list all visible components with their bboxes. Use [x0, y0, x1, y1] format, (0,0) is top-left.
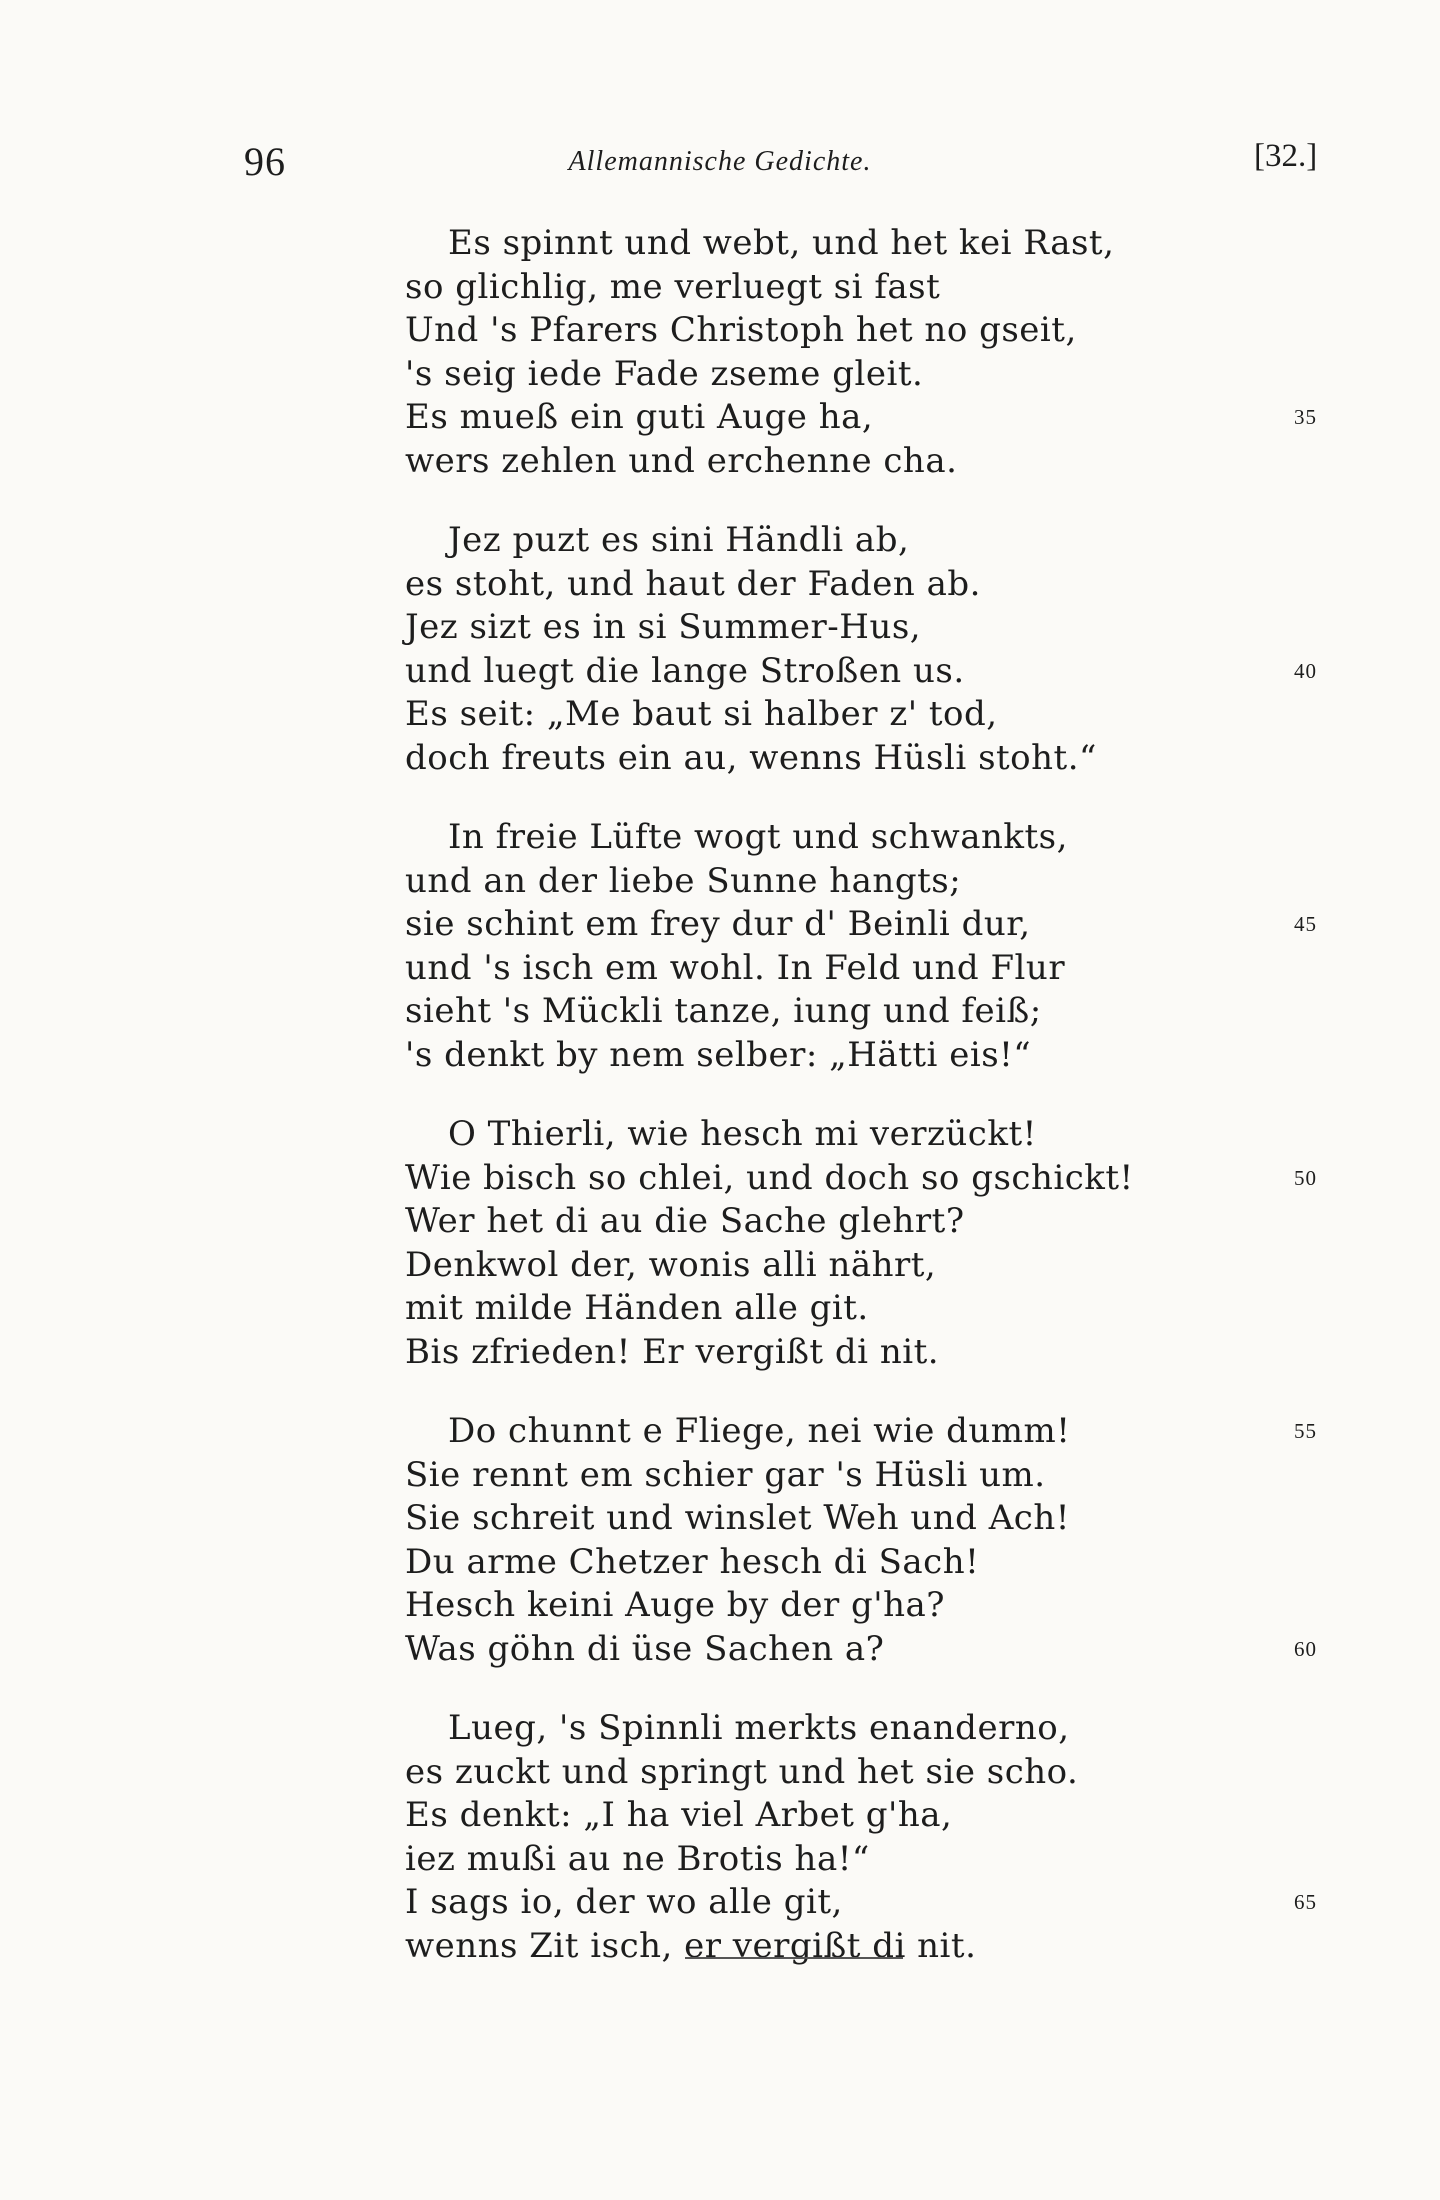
- verse-line: [0, 1287, 1440, 1331]
- verse-line: [0, 1034, 1440, 1078]
- verse-line: [0, 396, 1440, 440]
- verse-line: [0, 1584, 1440, 1628]
- verse-text: 's seig iede Fade zseme gleit.: [405, 353, 924, 394]
- verse-text: Do chunnt e Fliege, nei wie dumm!: [448, 1411, 1071, 1451]
- verse-text: Und 's Pfarers Christoph het no gseit,: [405, 310, 1077, 350]
- verse-text: Es denkt: „I ha viel Arbet g'ha,: [405, 1795, 953, 1835]
- verse-line: [0, 1838, 1440, 1882]
- verse-line: [0, 1794, 1440, 1838]
- verse-text: Wer het di au die Sache glehrt?: [405, 1201, 965, 1241]
- stanza: [0, 816, 1440, 1077]
- verse-text: Es spinnt und webt, und het kei Rast,: [448, 223, 1115, 263]
- verse-line: [0, 1200, 1440, 1244]
- verse-line: [0, 519, 1440, 563]
- line-number: 50: [1294, 1165, 1317, 1190]
- end-rule: [685, 1957, 903, 1959]
- verse-text: wenns Zit isch, er vergißt di nit.: [405, 1925, 977, 1966]
- stanza: [0, 519, 1440, 780]
- verse-line: [0, 563, 1440, 607]
- line-number: 45: [1294, 912, 1317, 936]
- verse-text: Lueg, 's Spinnli merkts enanderno,: [448, 1708, 1070, 1748]
- verse-line: [0, 1331, 1440, 1375]
- verse-line: [0, 737, 1440, 781]
- verse-text: I sags io, der wo alle git,: [405, 1882, 843, 1922]
- verse-line: [0, 1881, 1440, 1925]
- verse-line: [0, 693, 1440, 737]
- stanza: [0, 1410, 1440, 1671]
- verse-line: [0, 606, 1440, 650]
- verse-line: [0, 903, 1440, 947]
- verse-text: O Thierli, wie hesch mi verzückt!: [448, 1114, 1037, 1154]
- page-header: [0, 138, 1440, 188]
- verse-line: [0, 1157, 1440, 1201]
- verse-text: Hesch keini Auge by der g'ha?: [405, 1585, 946, 1625]
- verse-text: Sie rennt em schier gar 's Hüsli um.: [405, 1454, 1046, 1495]
- poem-body: [0, 222, 1440, 2004]
- verse-text: mit milde Händen alle git.: [405, 1288, 869, 1328]
- verse-text: Wie bisch so chlei, und doch so gschickt!: [405, 1157, 1134, 1198]
- line-number: 65: [1294, 1890, 1317, 1914]
- verse-line: [0, 440, 1440, 484]
- verse-text: Bis zfrieden! Er vergißt di nit.: [405, 1331, 940, 1372]
- verse-line: [0, 1541, 1440, 1585]
- signature-mark: [32.]: [1254, 138, 1318, 174]
- verse-line: [0, 266, 1440, 310]
- verse-line: [0, 1113, 1440, 1157]
- line-number: 55: [1294, 1419, 1317, 1443]
- verse-text: wers zehlen und erchenne cha.: [405, 440, 958, 481]
- line-number: 35: [1294, 405, 1317, 429]
- verse-text: Es mueß ein guti Auge ha,: [405, 397, 874, 437]
- verse-text: und 's isch em wohl. In Feld und Flur: [405, 947, 1066, 988]
- verse-text: doch freuts ein au, wenns Hüsli stoht.“: [405, 737, 1097, 778]
- verse-line: [0, 309, 1440, 353]
- verse-line: [0, 816, 1440, 860]
- verse-text: und an der liebe Sunne hangts;: [405, 860, 962, 901]
- verse-text: es stoht, und haut der Faden ab.: [405, 563, 981, 604]
- verse-text: 's denkt by nem selber: „Hätti eis!“: [405, 1034, 1032, 1075]
- verse-text: In freie Lüfte wogt und schwankts,: [448, 817, 1068, 857]
- verse-line: [0, 1751, 1440, 1795]
- line-number: 60: [1294, 1636, 1317, 1661]
- verse-line: [0, 860, 1440, 904]
- verse-line: [0, 1497, 1440, 1541]
- verse-text: so glichlig, me verluegt si fast: [405, 266, 941, 307]
- stanza: [0, 1113, 1440, 1374]
- verse-text: sieht 's Mückli tanze, iung und feiß;: [405, 991, 1042, 1031]
- verse-line: [0, 650, 1440, 694]
- verse-line: [0, 222, 1440, 266]
- verse-line: [0, 1454, 1440, 1498]
- verse-text: Jez sizt es in si Summer-Hus,: [405, 607, 922, 647]
- stanza: [0, 222, 1440, 483]
- running-title: Allemannische Gedichte.: [568, 146, 872, 177]
- verse-line: [0, 1410, 1440, 1454]
- verse-text: iez mußi au ne Brotis ha!“: [405, 1838, 870, 1879]
- verse-text: und luegt die lange Stroßen us.: [405, 650, 965, 691]
- verse-text: Denkwol der, wonis alli nährt,: [405, 1244, 937, 1285]
- page-number: 96: [244, 139, 286, 184]
- verse-text: es zuckt und springt und het sie scho.: [405, 1751, 1079, 1792]
- verse-line: [0, 947, 1440, 991]
- verse-text: Es seit: „Me baut si halber z' tod,: [405, 694, 998, 734]
- verse-line: [0, 1628, 1440, 1672]
- verse-line: [0, 1707, 1440, 1751]
- verse-line: [0, 353, 1440, 397]
- verse-text: Jez puzt es sini Händli ab,: [448, 520, 910, 560]
- verse-text: sie schint em frey dur d' Beinli dur,: [405, 904, 1031, 944]
- verse-line: [0, 1244, 1440, 1288]
- verse-text: Was göhn di üse Sachen a?: [405, 1628, 885, 1669]
- verse-text: Sie schreit und winslet Weh und Ach!: [405, 1498, 1070, 1538]
- verse-line: [0, 1925, 1440, 1969]
- line-number: 40: [1294, 658, 1317, 683]
- verse-text: Du arme Chetzer hesch di Sach!: [405, 1541, 980, 1582]
- verse-line: [0, 990, 1440, 1034]
- stanza: [0, 1707, 1440, 1968]
